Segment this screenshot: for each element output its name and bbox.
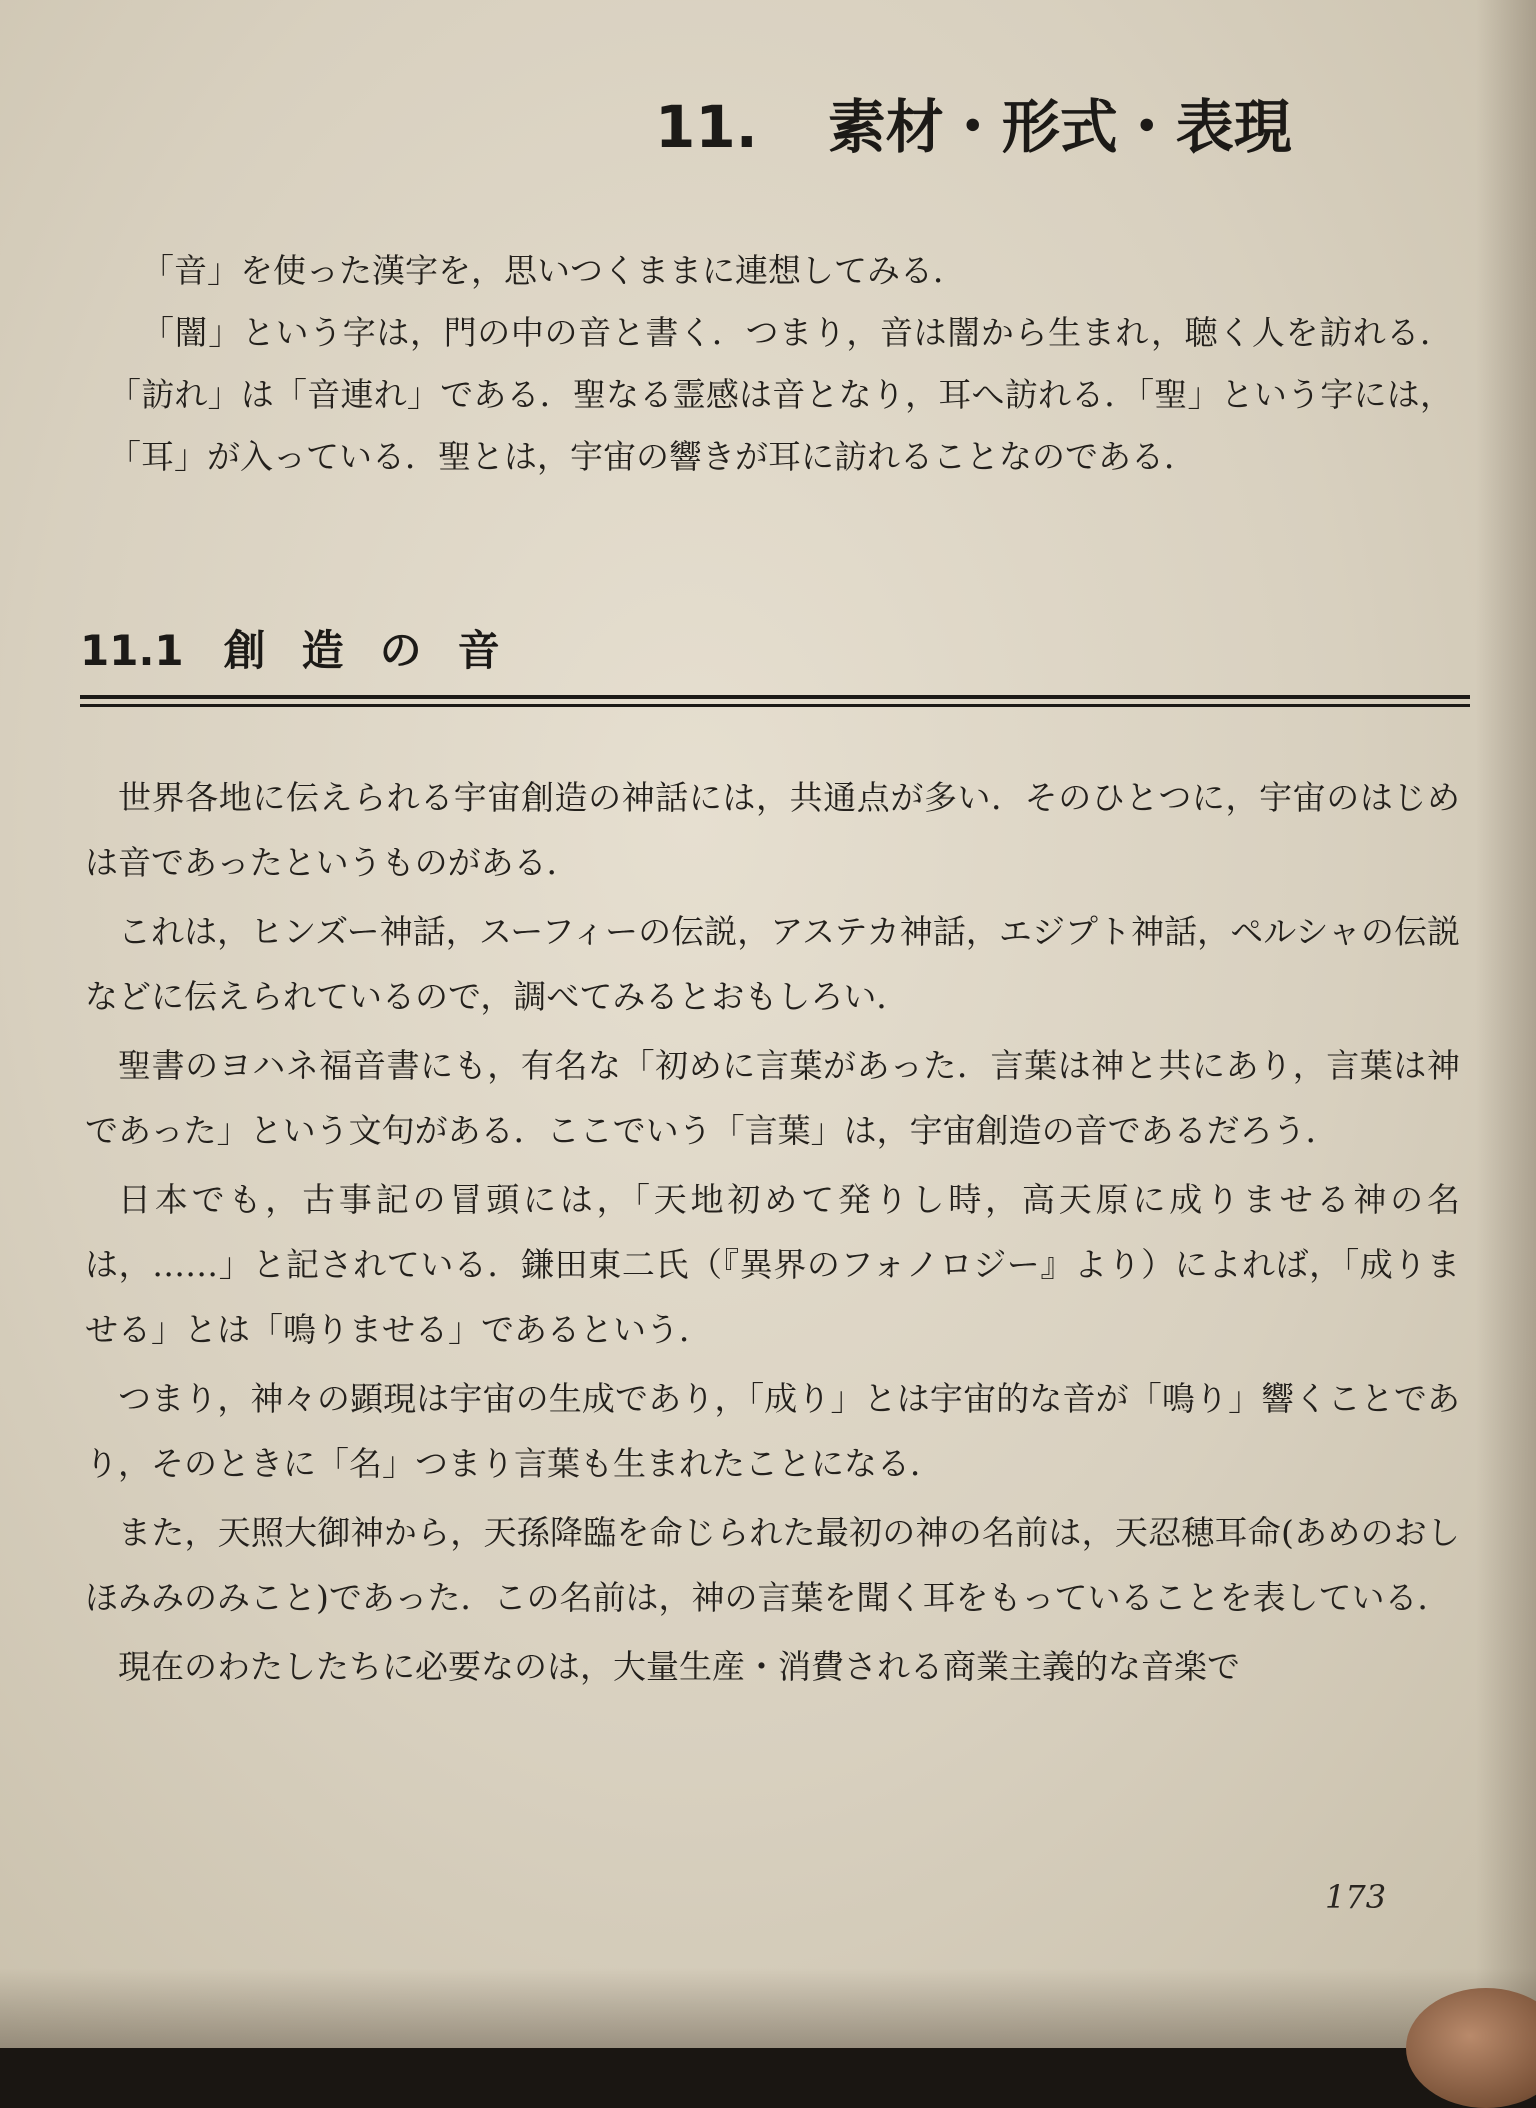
section-title: 創造の音: [223, 626, 536, 675]
section-heading: [80, 618, 536, 678]
section-divider: [80, 695, 1470, 707]
body-paragraph: つまり，神々の顕現は宇宙の生成であり，「成り」とは宇宙的な音が「鳴り」響くことであり，そのときに「名」つまり言葉も生まれたことになる．: [85, 1379, 1460, 1483]
body-paragraph: 聖書のヨハネ福音書にも，有名な「初めに言葉があった．言葉は神と共にあり，言葉は神であった」という文句がある．ここでいう「言葉」は，宇宙創造の音であるだろう．: [85, 1046, 1460, 1150]
body-paragraph: 世界各地に伝えられる宇宙創造の神話には，共通点が多い．そのひとつに，宇宙のはじめは音であったというものがある．: [85, 778, 1460, 882]
section-number: 11.1: [80, 626, 184, 675]
chapter-intro: [108, 240, 1453, 488]
body-paragraph: また，天照大御神から，天孫降臨を命じられた最初の神の名前は，天忍穂耳命(あめのおしほみみのみこと)であった．この名前は，神の言葉を聞く耳をもっていることを表している．: [85, 1513, 1460, 1617]
chapter-title-text: 素材・形式・表現: [827, 93, 1292, 161]
chapter-number: 11.: [655, 93, 758, 161]
page-bottom-shadow: [0, 1968, 1536, 2048]
section-body: [85, 765, 1460, 1703]
page-number: 173: [1325, 1878, 1387, 1916]
chapter-title: [655, 80, 1292, 164]
body-paragraph: 現在のわたしたちに必要なのは，大量生産・消費される商業主義的な音楽で: [118, 1647, 1240, 1686]
intro-paragraph: 「闇」という字は，門の中の音と書く．つまり，音は闇から生まれ，聴く人を訪れる．「訪れ」は「音連れ」である．聖なる霊感は音となり，耳へ訪れる．「聖」という字には，「耳」が入っている．聖とは，宇宙の響きが耳に訪れることなのである．: [108, 313, 1453, 476]
body-paragraph: これは，ヒンズー神話，スーフィーの伝説，アステカ神話，エジプト神話，ペルシャの伝説などに伝えられているので，調べてみるとおもしろい．: [85, 912, 1460, 1016]
page-edge-shadow: [1476, 0, 1536, 2048]
intro-paragraph: 「音」を使った漢字を，思いつくままに連想してみる．: [141, 251, 966, 290]
body-paragraph: 日本でも，古事記の冒頭には，「天地初めて発りし時，高天原に成りませる神の名は，……」と記されている．鎌田東二氏（『異界のフォノロジー』より）によれば，「成りませる」とは「鳴りませる」であるという．: [85, 1180, 1460, 1349]
